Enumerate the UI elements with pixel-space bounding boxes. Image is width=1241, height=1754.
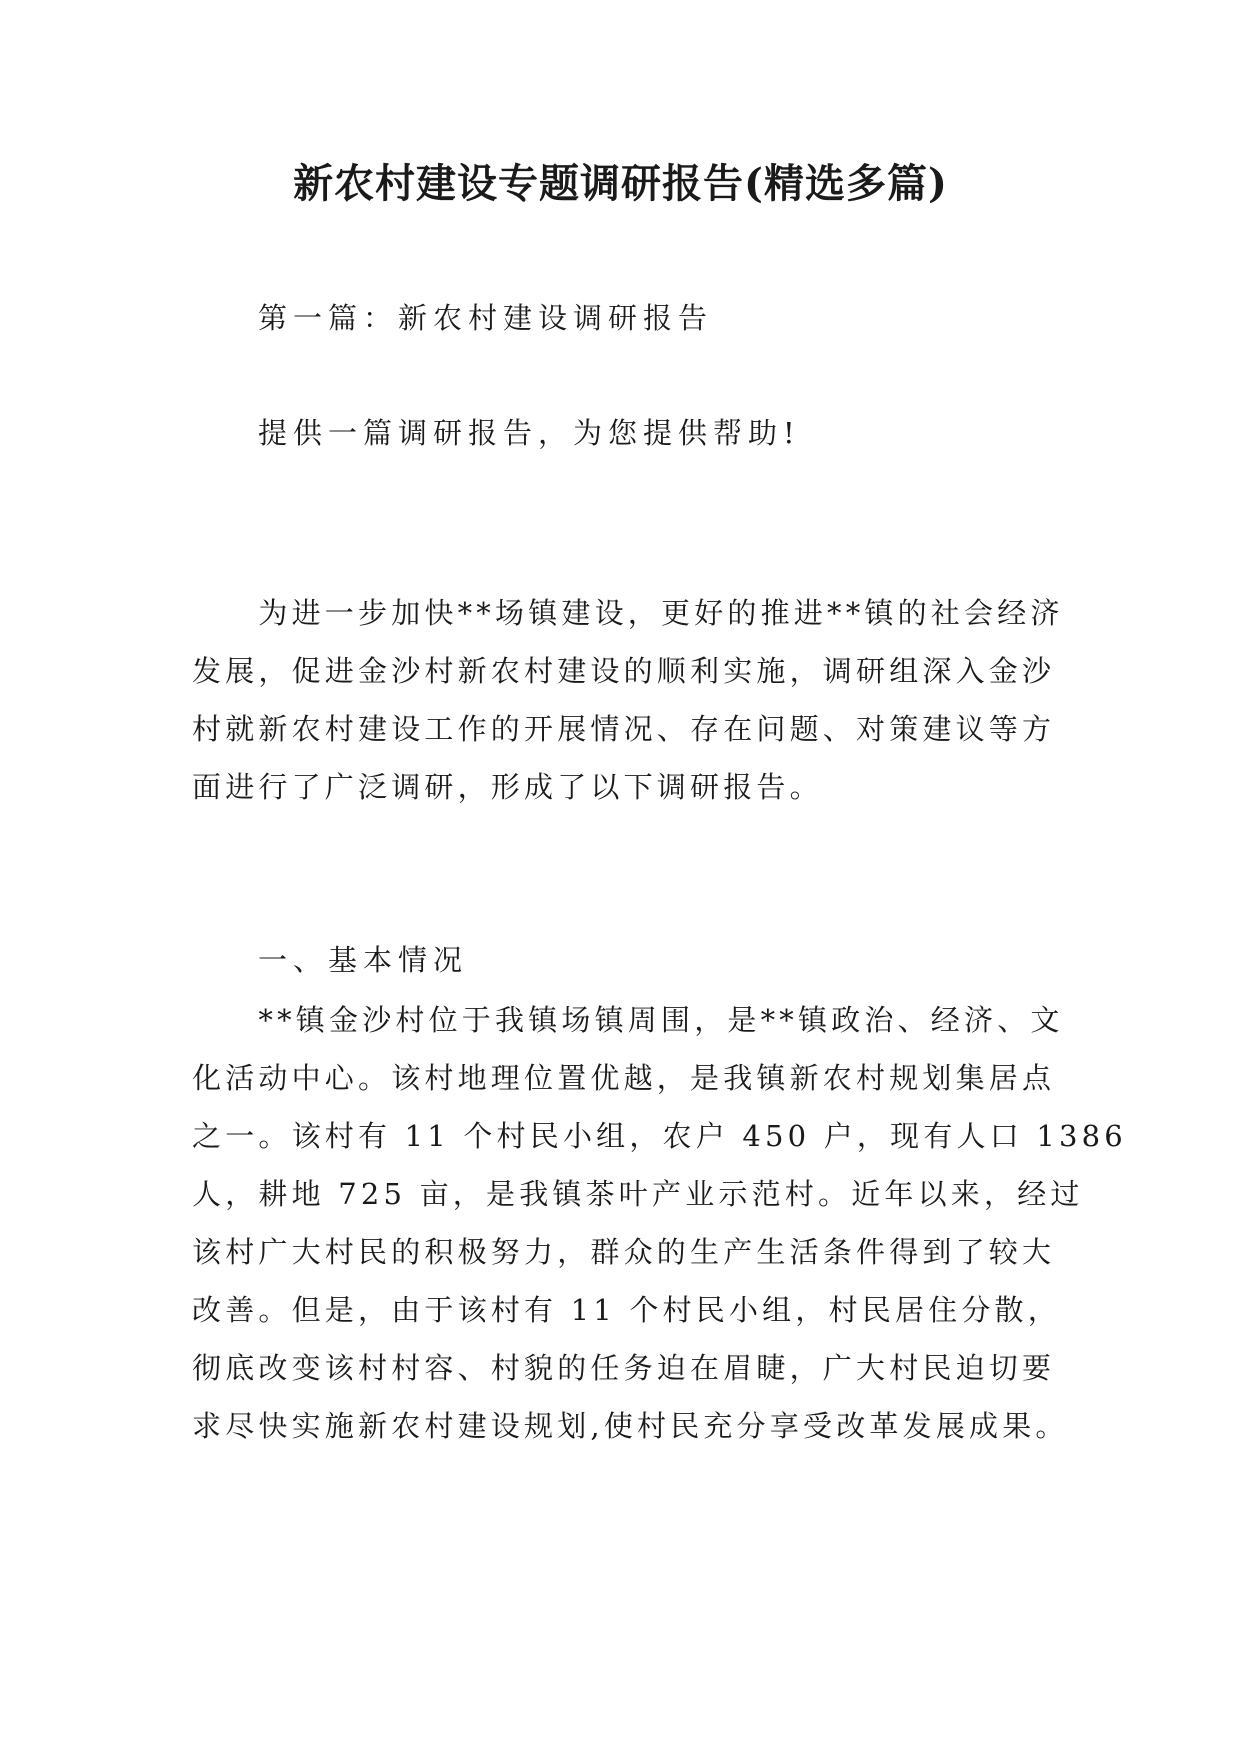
paragraph-line: 面进行了广泛调研，形成了以下调研报告。 bbox=[192, 770, 823, 804]
paragraph-line: 为进一步加快**场镇建设，更好的推进**镇的社会经济 bbox=[192, 596, 1064, 630]
document-title: 新农村建设专题调研报告(精选多篇) bbox=[293, 160, 948, 207]
intro-line: 提供一篇调研报告，为您提供帮助! bbox=[258, 416, 801, 450]
paragraph-intro bbox=[192, 584, 1062, 816]
paragraph-line: 求尽快实施新农村建设规划,使村民充分享受改革发展成果。 bbox=[192, 1409, 1069, 1443]
section-heading-basic-situation: 一、基本情况 bbox=[258, 943, 469, 977]
paragraph-line: 该村广大村民的积极努力，群众的生产生活条件得到了较大 bbox=[192, 1235, 1056, 1269]
paragraph-line: 彻底改变该村村容、村貌的任务迫在眉睫，广大村民迫切要 bbox=[192, 1351, 1056, 1385]
paragraph-line: 人，耕地 725 亩，是我镇茶叶产业示范村。近年以来，经过 bbox=[192, 1177, 1084, 1211]
chapter-subheading: 第一篇：新农村建设调研报告 bbox=[258, 301, 714, 335]
paragraph-line: 之一。该村有 11 个村民小组，农户 450 户，现有人口 1386 bbox=[192, 1119, 1127, 1153]
paragraph-line: 改善。但是，由于该村有 11 个村民小组，村民居住分散， bbox=[192, 1293, 1061, 1327]
paragraph-line: 化活动中心。该村地理位置优越，是我镇新农村规划集居点 bbox=[192, 1061, 1056, 1095]
paragraph-line: 发展，促进金沙村新农村建设的顺利实施，调研组深入金沙 bbox=[192, 654, 1056, 688]
paragraph-line: **镇金沙村位于我镇场镇周围，是**镇政治、经济、文 bbox=[192, 1003, 1064, 1037]
paragraph-basic-situation bbox=[192, 991, 1127, 1455]
paragraph-line: 村就新农村建设工作的开展情况、存在问题、对策建议等方 bbox=[192, 712, 1056, 746]
